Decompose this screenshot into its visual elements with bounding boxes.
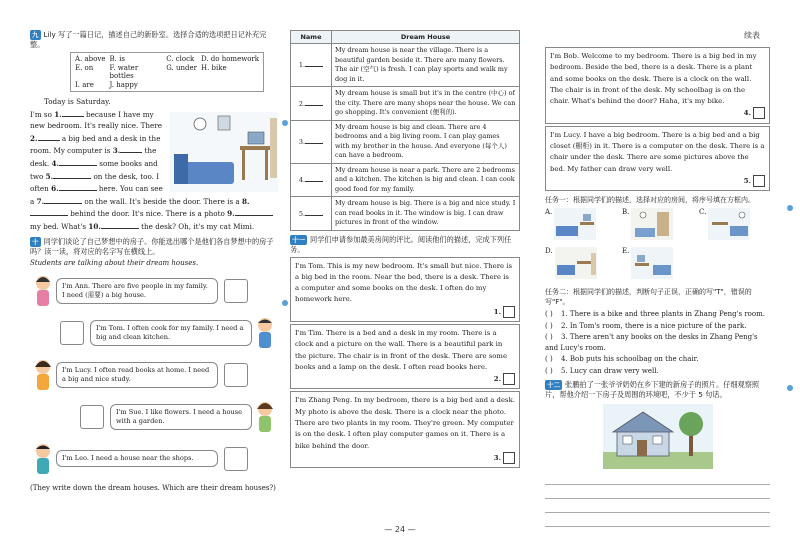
blank-9[interactable] [235, 207, 273, 216]
blank-8[interactable] [30, 207, 68, 216]
task-1: 任务一：根据同学们的描述，选择对应的房间，将序号填在方框内。 [545, 196, 755, 205]
section-10-ending: (They write down the dream houses. Which are their dream houses?) [30, 483, 276, 492]
section-11-title [290, 235, 520, 255]
table-cell: My dream house is big. There is a big and nice study. I can read books in it. The window is big. I can draw pictures in front of the window. [332, 197, 520, 231]
answer-box[interactable] [503, 306, 515, 318]
option: C. clock [166, 55, 195, 63]
blank-10[interactable] [101, 220, 139, 229]
table-cell: My dream house is near a park. There are 2 bedrooms and a kitchen. The kitchen is big and clean. I can cook good food for my family. [332, 163, 520, 197]
tf-answer-slot[interactable]: ( ) [545, 366, 553, 375]
table-cell: My dream house is near the village. There is a beautiful garden beside it. There are many flowers. The air (空气) is fresh. I can play sports and walk my dog in it. [332, 44, 520, 87]
tf-item: ( ) 2. In Tom's room, there is a nice picture of the park. [545, 321, 747, 330]
option: J. happy [109, 81, 138, 89]
tf-item: ( ) 3. There aren't any books on the desks in Zhang Peng's and Lucy's room. [545, 333, 758, 352]
table-cell: My dream house is small but it's in the centre (中心) of the city. There are many shops near the house. We can go shopping. It's convenient (便利的). [332, 87, 520, 121]
blank-7[interactable] [44, 195, 82, 204]
section-12-title [545, 380, 770, 400]
girl-icon [252, 400, 278, 434]
answer-slot[interactable] [224, 447, 248, 471]
option: B. is [109, 55, 125, 63]
room-e-image [631, 247, 673, 279]
section-9-number: 九 [32, 31, 39, 39]
blank-3[interactable] [120, 144, 142, 153]
dream-house-table [290, 30, 520, 231]
tf-answer-slot[interactable]: ( ) [545, 321, 553, 330]
answer-box[interactable] [753, 175, 765, 187]
speech-sue [30, 397, 278, 437]
name-blank[interactable] [305, 59, 323, 67]
table-header-dream-house: Dream House [332, 31, 520, 44]
answer-box[interactable] [503, 373, 515, 385]
girl-icon [30, 358, 56, 392]
description-box: I'm Lucy. I have a big bedroom. There is a big bed and a big closet (橱柜) in it. There is a computer on the desk. There is a chair under the desk. There are some pictures above the bed. My father can draw very well. 5. [545, 126, 770, 191]
section-12-number: 十二 [547, 381, 560, 390]
option: A. above [75, 55, 106, 63]
answer-box[interactable] [753, 107, 765, 119]
table-row: 2. My dream house is small but it's in the centre (中心) of the city. There are many shops near the house. We can go shopping. It's convenient (便利的). [291, 87, 520, 121]
speech-bubble: I'm Tom. I often cook for my family. I need a big and clean kitchen. [90, 320, 252, 346]
binding-dot [282, 120, 288, 126]
room-picture-e: E. [622, 247, 693, 283]
blank-1[interactable] [62, 108, 84, 117]
tf-item: ( ) 1. There is a bike and three plants in Zhang Peng's room. [545, 310, 765, 319]
speech-bubble: I'm Sue. I like flowers. I need a house with a garden. [110, 404, 252, 430]
blank-2[interactable] [38, 132, 60, 141]
description-box: I'm Tim. There is a bed and a desk in my room. There is a clock and a picture on the wall. There is a beautiful park in the picture. The chair is in front of the desk. There are some books and a lamp on the desk. I often read books here. 2. [290, 324, 520, 389]
blank-5[interactable] [53, 170, 91, 179]
room-picture-c: C. [699, 208, 770, 244]
table-row: 5. My dream house is big. There is a big and nice study. I can read books in it. The window is big. I can draw pictures in front of the window. [291, 197, 520, 231]
answer-slot[interactable] [224, 363, 248, 387]
option: H. bike [200, 64, 227, 72]
option: F. water bottles [109, 64, 139, 80]
section-9-instruction: Lily 写了一篇日记，描述自己的新卧室。选择合适的选项把日记补充完整。 [30, 30, 267, 49]
section-10-title [30, 237, 278, 257]
table-header-name: Name [291, 31, 332, 44]
tf-answer-slot[interactable]: ( ) [545, 355, 553, 364]
boy-icon [252, 316, 278, 350]
continued-label: 续表 [744, 31, 760, 40]
speech-list [30, 271, 278, 479]
tf-item: ( ) 5. Lucy can draw very well. [545, 366, 659, 375]
name-blank[interactable] [305, 208, 323, 216]
option: D. do homework [200, 55, 259, 63]
speech-bubble: I'm Leo. I need a house near the shops. [56, 450, 218, 467]
name-blank[interactable] [305, 98, 323, 106]
room-d-image [555, 247, 597, 279]
option: E. on [75, 64, 94, 72]
writing-lines[interactable] [545, 473, 770, 527]
table-row: 4. My dream house is near a park. There are 2 bedrooms and a kitchen. The kitchen is big and clean. I can cook good food for my family. [291, 163, 520, 197]
room-a-image [554, 208, 596, 240]
name-blank[interactable] [305, 174, 323, 182]
section-10-instruction: 同学们谈论了自己梦想中的房子。你能选出哪个是他们各自梦想中的房子吗？读一读，将对应的名字写在横线上。 [30, 236, 274, 256]
tf-item: ( ) 4. Bob puts his schoolbag on the chair. [545, 355, 699, 364]
section-10-subtitle: Students are talking about their dream houses. [30, 258, 199, 267]
country-house-illustration [603, 404, 713, 469]
speech-bubble: I'm Lucy. I often read books at home. I need a big and nice study. [56, 362, 218, 388]
page-number: — 24 — [384, 525, 416, 534]
table-row: 3. My dream house is big and clean. There are 4 bedrooms and a big living room. I can play games with my brother in the house. And everyone (每个人) can have a bedroom. [291, 120, 520, 163]
answer-slot[interactable] [80, 405, 104, 429]
binding-dot [282, 300, 288, 306]
room-b-image [631, 208, 673, 240]
answer-box[interactable] [503, 452, 515, 464]
blank-6[interactable] [59, 182, 97, 191]
section-10-number: 十 [32, 237, 39, 246]
name-blank[interactable] [305, 136, 323, 144]
section-11-instruction: 同学们申请参加最美房间的评比。阅读他们的描述，完成下列任务。 [290, 234, 512, 254]
speech-lucy [30, 355, 278, 395]
diary-text: Today is Saturday. I'm so 1. because I have my new bedroom. It's really nice. There 2. a big bed and a desk in the room. My computer is 3. the desk. 4. some books and two 5. on the desk, too. I often 6. here. You can see a 7. on the wall. It's beside the door. There is a 8. behind the door. It's nice. There is a photo 9. my bed. What's 10. the desk? Oh, it's my cat Mimi. [30, 96, 278, 233]
diary-line: Today is Saturday. [44, 97, 111, 106]
description-box: I'm Zhang Peng. In my bedroom, there is a big bed and a desk. My photo is above the desk. There is a clock near the photo. There are two plants in my room. They're green. My computer is on the desk. I often play computer games on it. There is a bike behind the door. 3. [290, 391, 520, 468]
section-11-number: 十一 [292, 235, 305, 244]
bedroom-illustration [170, 112, 278, 192]
tf-answer-slot[interactable]: ( ) [545, 333, 553, 342]
speech-ann [30, 271, 278, 311]
option-box [70, 52, 264, 92]
description-box: I'm Bob. Welcome to my bedroom. There is a big bed in my bedroom. Beside the bed, there is a desk. There is a plant and some books on the desk. There is a clock on the wall. The chair is in front of the desk. My schoolbag is on the chair. What's behind the door? Haha, it's my bike. 4. [545, 47, 770, 124]
speech-tom [30, 313, 278, 353]
option: G. under [166, 64, 197, 72]
room-pictures [545, 208, 770, 283]
girl-icon [30, 274, 56, 308]
room-picture-d: D. [545, 247, 616, 283]
task-2: 任务二：根据同学们的描述，判断句子正误，正确的写"T"，错误的写"F"。 [545, 288, 752, 307]
right-column [545, 45, 770, 550]
boy-icon [30, 442, 56, 476]
answer-slot[interactable] [60, 321, 84, 345]
table-cell: My dream house is big and clean. There are 4 bedrooms and a big living room. I can play games with my brother in the house. And everyone (每个人) can have a bedroom. [332, 120, 520, 163]
blank-4[interactable] [59, 157, 97, 166]
binding-dot [787, 385, 793, 391]
room-c-image [708, 208, 750, 240]
left-column [30, 30, 278, 550]
speech-leo [30, 439, 278, 479]
middle-column [290, 30, 520, 550]
binding-dot [787, 205, 793, 211]
room-picture-a: A. [545, 208, 616, 244]
answer-slot[interactable] [224, 279, 248, 303]
option: I. are [75, 81, 94, 89]
description-box: I'm Tom. This is my new bedroom. It's small but nice. There is a big bed in the room. Near the bed, there is a desk. There is a computer and some books on the desk. I often do my homework here. 1. [290, 257, 520, 322]
table-row: 1. My dream house is near the village. There is a beautiful garden beside it. There are many flowers. The air (空气) is fresh. I can play sports and walk my dog in it. [291, 44, 520, 87]
room-picture-b: B. [622, 208, 693, 244]
section-12-instruction: 张鹏拍了一张爷爷奶奶在乡下建的新房子的照片。仔细观察照片，帮他介绍一下房子及周围的环境吧，不少于 5 句话。 [545, 380, 760, 400]
speech-bubble: I'm Ann. There are five people in my family. I need (需要) a big house. [56, 278, 218, 304]
tf-answer-slot[interactable]: ( ) [545, 310, 553, 319]
section-9-title [30, 30, 278, 50]
